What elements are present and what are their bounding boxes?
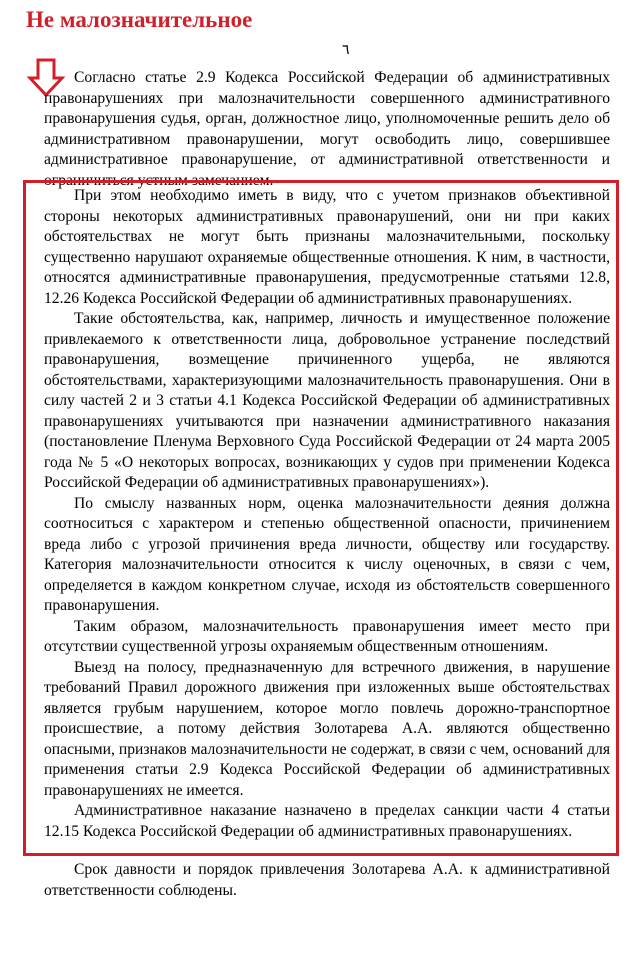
paragraph-penalty: Административное наказание назначено в пределах санкции части 4 статьи 12.15 Кодекса Российской Федерации об административных правонарушениях.: [44, 802, 610, 840]
highlight-frame: [23, 180, 619, 856]
intro-paragraph: Согласно статье 2.9 Кодекса Российской Федерации об административных правонарушениях при малозначительности совершенного административного правонарушения судья, орган, должностное лицо, уполномоченные решить дело об административном правонарушении, могут освободить лицо, совершившее административное правонарушение, от административной ответственности и ограничиться устным замечанием.: [44, 69, 610, 189]
page-title: Не малозначительное: [26, 7, 253, 32]
paragraph-circumstances: Такие обстоятельства, как, например, личность и имущественное положение привлекаемого к ответственности лица, добровольное устранение последствий правонарушения, возмещение причиненного ущерба, не являются обстоятельствами, характеризующими малозначительность правонарушения. Они в силу частей 2 и 3 статьи 4.1 Кодекса Российской Федерации об административных правонарушениях учитываются при назначении административного наказания (постановление Пленума Верховного Суда Российской Федерации от 24 марта 2005 года № 5 «О некоторых вопросах, возникающих у судов при применении Кодекса Российской Федерации об административных правонарушениях»).: [44, 310, 610, 491]
paragraph-oncoming-lane: Выезд на полосу, предназначенную для встречного движения, в нарушение требований Правил дорожного движения при изложенных выше обстоятельствах является грубым нарушением, которое могло повлечь дорожно-транспортное происшествие, а потому действия Золотарева А.А. являются общественно опасными, признаков малозначительности не содержат, в связи с чем, оснований для применения статьи 2.9 Кодекса Российской Федерации об административных правонарушениях не имеется.: [44, 658, 610, 799]
highlighted-text: [44, 186, 610, 842]
outro-section: [44, 860, 610, 901]
paragraph-objective-side: При этом необходимо иметь в виду, что с учетом признаков объективной стороны некоторых административных правонарушений, они ни при каких обстоятельствах не могут быть признаны малозначительными, поскольку существенно нарушают охраняемые общественные отношения. К ним, в частности, относятся административные правонарушения, предусмотренные статьями 12.8, 12.26 Кодекса Российской Федерации об административных правонарушениях.: [44, 187, 610, 307]
stray-mark: ٦: [342, 43, 350, 58]
paragraph-conclusion: Таким образом, малозначительность правонарушения имеет место при отсутствии существенной угрозы охраняемым общественным отношениям.: [44, 617, 610, 655]
intro-section: [44, 68, 610, 191]
outro-paragraph: Срок давности и порядок привлечения Золотарева А.А. к административной ответственности соблюдены.: [44, 861, 610, 899]
paragraph-norms-meaning: По смыслу названных норм, оценка малозначительности деяния должна соотноситься с характером и степенью общественной опасности, причинением вреда либо с угрозой причинения вреда личности, обществу или государству. Категория малозначительности относится к числу оценочных, в связи с чем, определяется в каждом конкретном случае, исходя из обстоятельств совершенного правонарушения.: [44, 494, 610, 614]
